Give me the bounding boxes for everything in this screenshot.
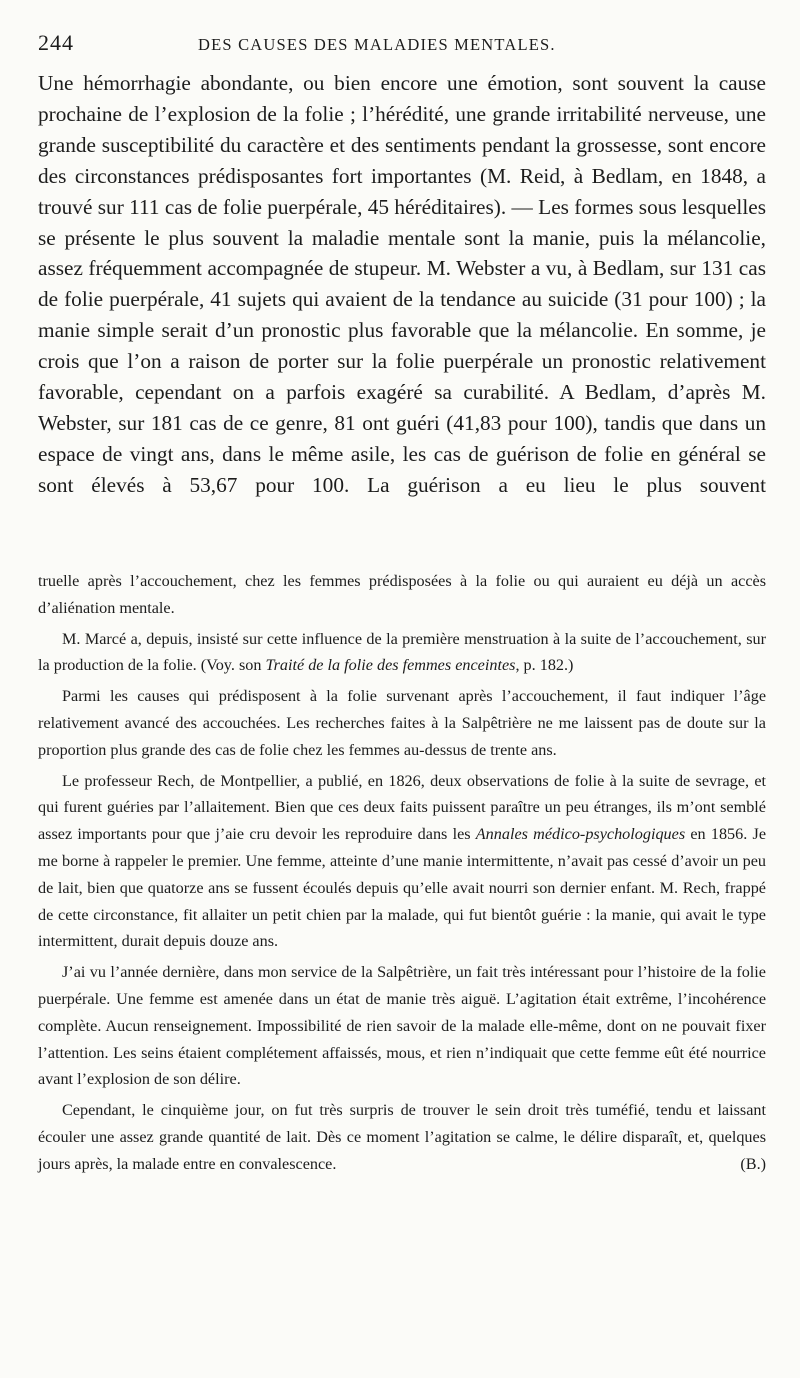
footnote-paragraph-4 — [38, 768, 766, 956]
footnote-paragraph-6 — [38, 1097, 766, 1177]
page-number: 244 — [38, 30, 74, 55]
footnote-2-text: M. Marcé a, depuis, insisté sur cette influence de la première menstruation à la suite de l’accouchement, sur la production de la folie. (Voy. son — [38, 629, 766, 675]
footnote-signature: (B.) — [740, 1154, 766, 1173]
footnote-paragraph-1: truelle après l’accouchement, chez les femmes prédisposées à la folie ou qui auraient eu déjà un accès d’aliénation mentale. — [38, 572, 766, 617]
book-title-traite: Traité de la folie des femmes enceintes — [265, 656, 516, 675]
main-text: Une hémorrhagie abondante, ou bien encore une émotion, sont souvent la cause prochaine de l’explosion de la folie ; l’hérédité, une grande irritabilité nerveuse, une grande susceptibilité du caractère et des sentiments pendant la grossesse, sont encore des circonstances prédisposantes fort importantes (M. Reid, à Bedlam, en 1848, a trouvé sur 111 cas de folie puerpérale, 45 héréditaires). — Les formes sous lesquelles se présente le plus souvent la maladie mentale sont la manie, puis la mélancolie, assez fréquemment accompagnée de stupeur. M. Webster a vu, à Bedlam, sur 131 cas de folie puerpérale, 41 sujets qui avaient de la tendance au suicide (31 pour 100) ; la manie simple serait d’un pronostic plus favorable que la mélancolie. En somme, je crois que l’on a raison de porter sur la folie puerpérale un pronostic relativement favorable, cependant on a parfois exagéré sa curabilité. A Bedlam, d’après M. Webster, sur 181 cas de ce genre, 81 ont guéri (41,83 pour 100), tandis que dans un espace de vingt ans, dans le même asile, les cas de guérison de folie en général se sont élevés à 53,67 pour 100. La guérison a eu lieu le plus souvent — [38, 71, 766, 497]
footnote-4-text: Le professeur Rech, de Montpellier, a publié, en 1826, deux observations de folie à la suite de sevrage, et qui furent guéries par l’allaitement. Bien que ces deux faits puissent paraître un peu étranges, ils m’ont semblé assez importants pour que j’aie cru devoir les reproduire dans les — [38, 771, 766, 844]
footnote-6-text: Cependant, le cinquième jour, on fut très surpris de trouver le sein droit très tuméfié, tendu et laissant écouler une assez grande quantité de lait. Dès ce moment l’agitation se calme, le délire disparaît, et, quelques jours après, la malade entre en convalescence. — [38, 1101, 766, 1173]
footnote-4-rest: en 1856. Je me borne à rappeler le premier. Une femme, atteinte d’une manie intermittente, n’avait pas cessé d’avoir un peu de lait, bien que quatorze ans se fussent écoulés depuis qu’elle avait nourri son dernier enfant. M. Rech, frappé de cette circonstance, fit allaiter un petit chien par la malade, qui fut bientôt guérie : la manie, qui avait le type intermittent, durait depuis douze ans. — [38, 825, 767, 951]
footnote-paragraph-2 — [38, 626, 766, 680]
footnote-paragraph-5: J’ai vu l’année dernière, dans mon service de la Salpêtrière, un fait très intéressant pour l’histoire de la folie puerpérale. Une femme est amenée dans un état de manie très aiguë. L’agitation était extrême, l’incohérence complète. Aucun renseignement. Impossibilité de rien savoir de la malade elle-même, dont on ne pouvait fixer l’attention. Les seins étaient complétement affaissés, mous, et rien n’indiquait que cette femme eût été nourrice avant l’explosion de son délire. — [38, 963, 766, 1089]
page-header — [38, 30, 766, 68]
running-title: DES CAUSES DES MALADIES MENTALES. — [198, 35, 556, 54]
journal-title-annales: Annales médico-psychologiques — [475, 825, 686, 844]
footnotes — [38, 568, 766, 1178]
footnote-2-page: , p. 182.) — [515, 656, 574, 675]
footnote-paragraph-3: Parmi les causes qui prédisposent à la folie survenant après l’accouchement, il faut indiquer l’âge relativement avancé des accouchées. Les recherches faites à la Salpêtrière ne me laissent pas de doute sur la proportion plus grande des cas de folie chez les femmes au-dessus de trente ans. — [38, 687, 766, 759]
